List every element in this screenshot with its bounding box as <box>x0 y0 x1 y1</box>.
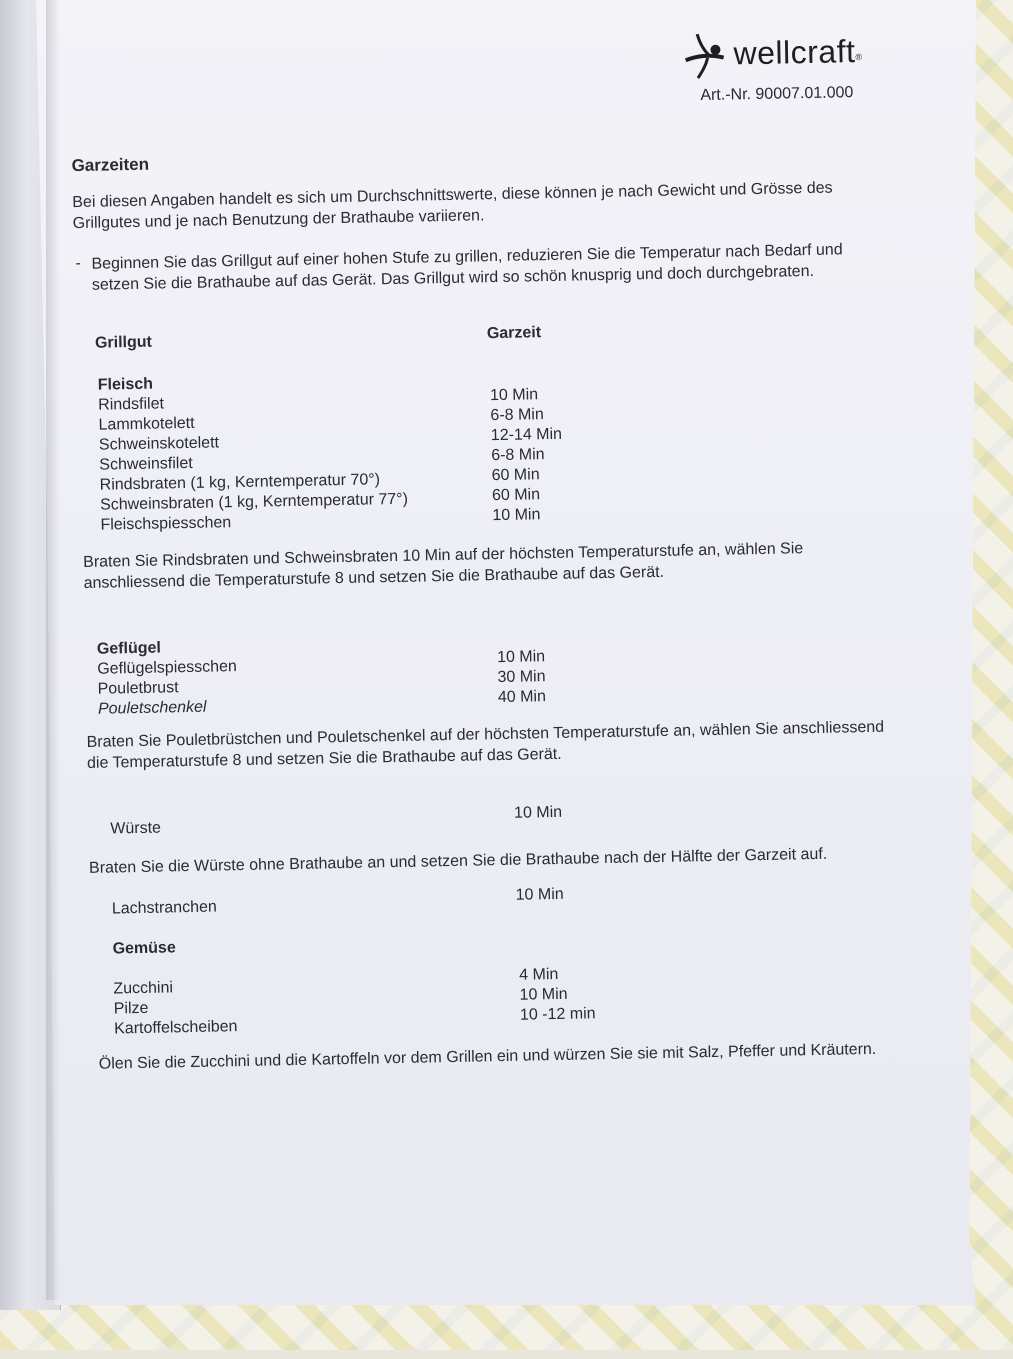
lachstranchen-item: Lachstranchen <box>111 898 217 918</box>
gemuese-note: Ölen Sie die Zucchini und die Kartoffeln vor dem Grillen ein und würzen Sie sie mit Salz, Pfeffer und Kräutern. <box>98 1040 877 1073</box>
gefluegel-time-list <box>497 647 546 708</box>
section-heading-gemuese: Gemüse <box>112 939 176 958</box>
cooking-time: 6-8 Min <box>491 446 545 465</box>
registered-mark: ® <box>855 51 863 63</box>
cooking-time: 4 Min <box>519 965 559 984</box>
bullet-paragraph: Beginnen Sie das Grillgut auf einer hohen Stufe zu grillen, reduzieren Sie die Temperatur nach Bedarf und setzen Sie die Brathaube auf das Gerät. Das Grillgut wird so schön knusprig und doch durchgebraten. <box>91 241 843 294</box>
list-item: Rindsbraten (1 kg, Kerntemperatur 70°) <box>99 471 381 494</box>
lachstranchen-time: 10 Min <box>515 885 564 904</box>
list-item: Lammkotelett <box>98 414 195 434</box>
section-heading-gefluegel: Geflügel <box>96 639 162 658</box>
list-item: Rindsfilet <box>98 395 165 414</box>
cooking-time: 12-14 Min <box>490 425 563 445</box>
cooking-time: 60 Min <box>491 466 540 485</box>
section-heading-fleisch: Fleisch <box>97 375 154 394</box>
wellcraft-wordmark <box>733 33 863 71</box>
wellcraft-logo <box>683 29 884 89</box>
list-item: Pouletbrust <box>97 679 179 698</box>
list-item: Geflügelspiesschen <box>97 658 238 678</box>
list-item: Kartoffelscheiben <box>114 1018 238 1038</box>
list-item: Schweinsfilet <box>99 454 193 474</box>
bullet-dash: - <box>75 254 81 273</box>
list-item: Schweinsbraten (1 kg, Kerntemperatur 77°) <box>99 490 409 514</box>
list-item: Pouletschenkel <box>97 698 207 718</box>
article-number: Art.-Nr. 90007.01.000 <box>700 84 854 105</box>
wuerste-time: 10 Min <box>513 803 563 822</box>
gefluegel-item-list <box>97 657 238 720</box>
column-header-garzeit: Garzeit <box>486 324 542 343</box>
list-item: Zucchini <box>113 979 174 998</box>
brand-name: wellcraft <box>733 33 856 72</box>
list-item: Fleischspiesschen <box>100 514 232 534</box>
gefluegel-note: Braten Sie Pouletbrüstchen und Pouletschenkel auf der höchsten Temperaturstufe an, wählen Sie anschliessend die Temperaturstufe 8 und setzen Sie die Brathaube auf das Gerät. <box>86 718 885 772</box>
cooking-time: 30 Min <box>497 668 546 687</box>
gemuese-item-list <box>113 977 237 1039</box>
cooking-time: 10 Min <box>519 985 568 1004</box>
wuerste-item: Würste <box>110 819 162 838</box>
cooking-time: 6-8 Min <box>490 406 544 425</box>
column-header-grillgut: Grillgut <box>94 333 153 352</box>
cooking-time: 10 Min <box>489 386 539 405</box>
cooking-time: 10 Min <box>492 506 541 525</box>
gemuese-time-list <box>519 964 596 1025</box>
cooking-time: 10 Min <box>496 648 546 667</box>
intro-paragraph: Bei diesen Angaben handelt es sich um Durchschnittswerte, diese können je nach Gewicht und Grösse des Grillgutes und je nach Benutzung der Brathaube variieren. <box>72 179 833 233</box>
cooking-time: 40 Min <box>497 688 547 707</box>
fleisch-item-list <box>98 390 409 536</box>
fleisch-time-list <box>490 385 564 526</box>
list-item: Schweinskotelett <box>98 434 220 454</box>
wuerste-note: Braten Sie die Würste ohne Brathaube an und setzen Sie die Brathaube nach der Hälfte der Garzeit auf. <box>88 845 828 877</box>
fleisch-note: Braten Sie Rindsbraten und Schweinsbraten 10 Min auf der höchsten Temperaturstufe an, wählen Sie anschliessend die Temperaturstufe 8 und setzen Sie die Brathaube auf das Gerät. <box>83 540 804 592</box>
list-item: Pilze <box>113 999 149 1018</box>
wellcraft-logo-icon <box>683 31 732 82</box>
page-title: Garzeiten <box>71 154 150 176</box>
cooking-time: 10 -12 min <box>519 1005 596 1024</box>
cooking-time: 60 Min <box>491 486 541 505</box>
